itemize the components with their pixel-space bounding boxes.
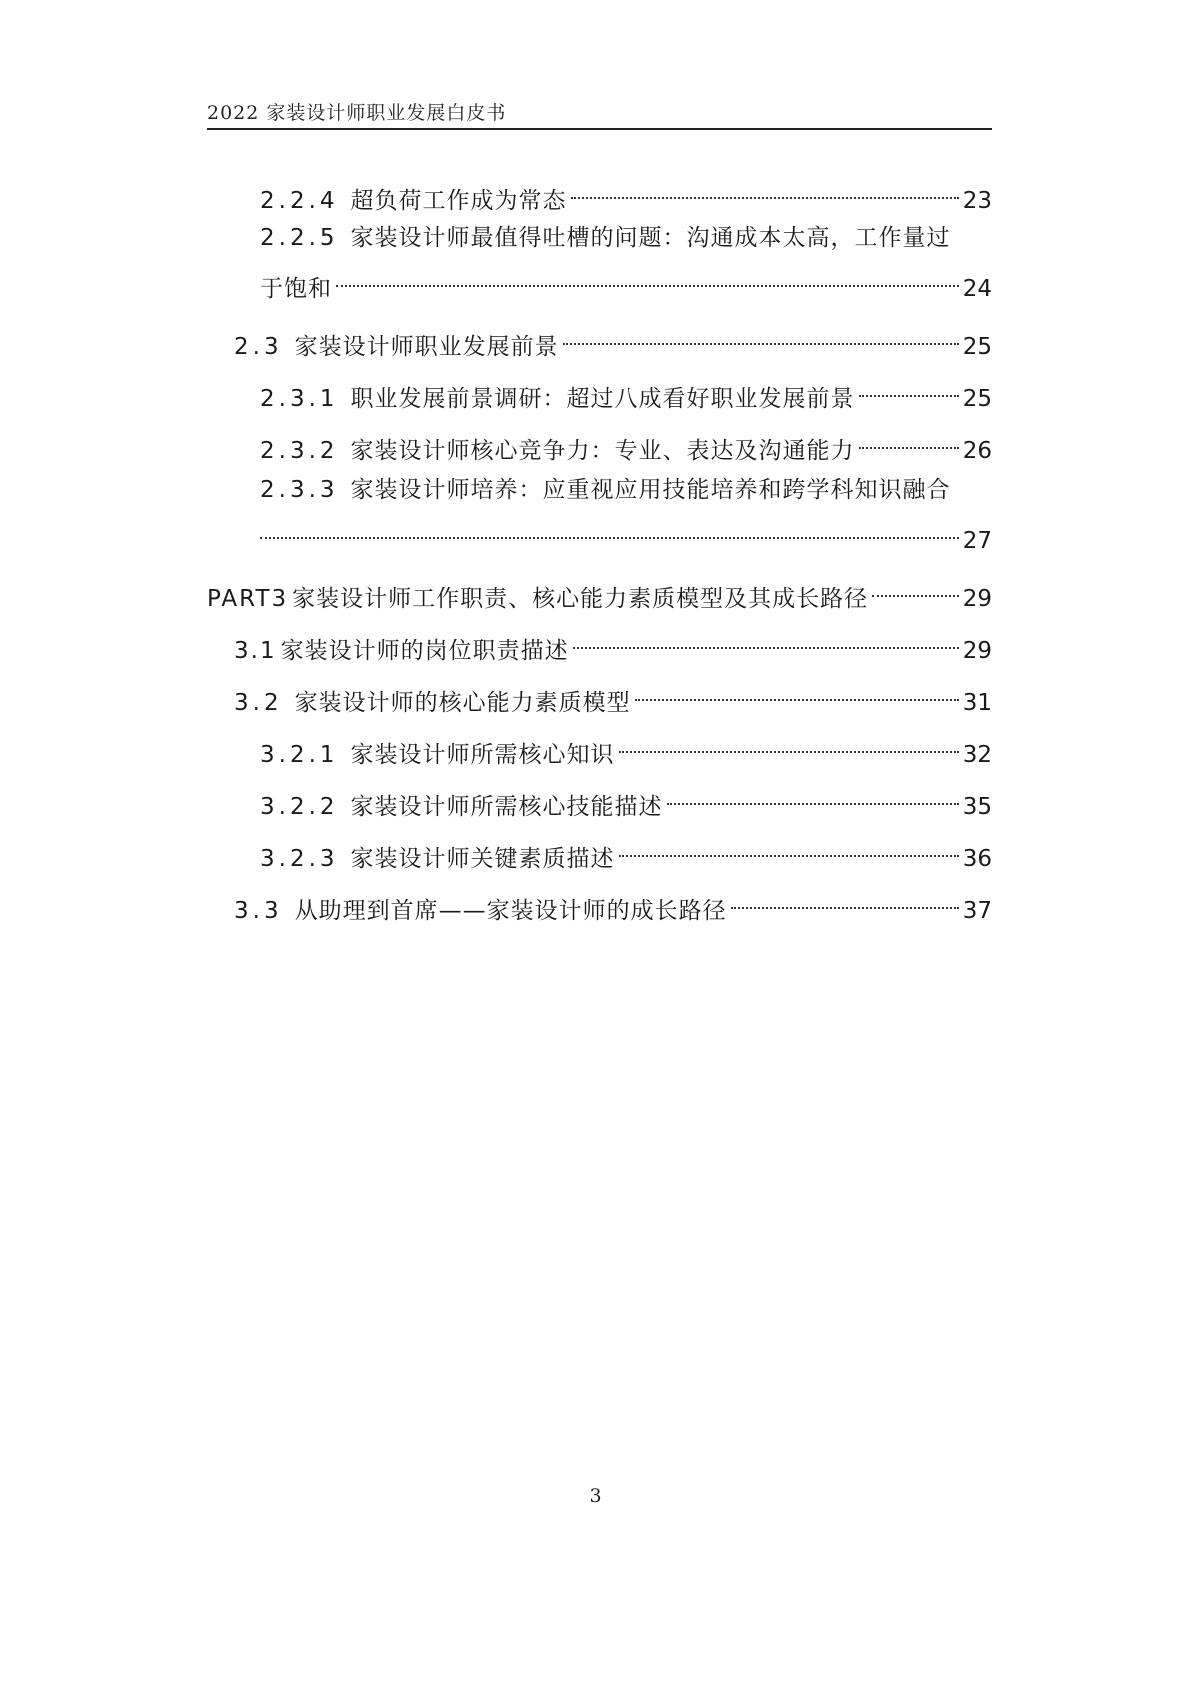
dot-leader — [571, 168, 959, 208]
toc-title: 从助理到首席——家装设计师的成长路径 — [294, 898, 727, 924]
toc-title: 家装设计师核心竞争力：专业、表达及沟通能力 — [350, 438, 855, 464]
toc-entry-2-3[interactable] — [234, 314, 992, 360]
toc-title: 家装设计师职业发展前景 — [294, 334, 559, 360]
toc-entry-part3[interactable] — [207, 566, 992, 612]
toc-page: 36 — [962, 846, 992, 872]
toc-title: 职业发展前景调研：超过八成看好职业发展前景 — [350, 386, 855, 412]
toc-entry-2-2-4[interactable] — [260, 168, 992, 214]
document-title: 2022 家装设计师职业发展白皮书 — [207, 102, 507, 124]
toc-number: 2.2.4 — [260, 188, 339, 214]
toc-entry-3-2-3[interactable] — [260, 826, 992, 872]
dot-leader — [336, 256, 959, 296]
toc-number: 2.3.3 — [260, 477, 339, 503]
toc-entry-3-2-1[interactable] — [260, 722, 992, 768]
toc-entry-2-3-3[interactable] — [260, 470, 992, 554]
toc-entry-3-3[interactable] — [234, 878, 992, 924]
toc-page: 37 — [962, 898, 992, 924]
toc-number: 2.3.1 — [260, 386, 339, 412]
toc-number: 3.2.3 — [260, 846, 339, 872]
toc-number: 3.2 — [234, 690, 283, 716]
toc-page: 24 — [962, 276, 992, 302]
toc-entry-2-2-5[interactable] — [260, 218, 992, 302]
toc-number: 3.2.1 — [260, 742, 339, 768]
toc-page: 25 — [962, 334, 992, 360]
toc-page: 27 — [962, 528, 992, 554]
toc-number: 2.2.5 — [260, 225, 339, 251]
toc-title: 家装设计师工作职责、核心能力素质模型及其成长路径 — [292, 586, 869, 612]
toc-title: 家装设计师所需核心技能描述 — [350, 794, 663, 820]
toc-title: 家装设计师培养：应重视应用技能培养和跨学科知识融合 — [350, 477, 951, 503]
toc-page: 29 — [962, 586, 992, 612]
toc-page: 23 — [962, 188, 992, 214]
toc-title: 家装设计师最值得吐槽的问题：沟通成本太高，工作量过 — [350, 225, 951, 251]
toc-title: 家装设计师的岗位职责描述 — [280, 638, 569, 664]
toc-page: 35 — [962, 794, 992, 820]
dot-leader — [667, 774, 959, 814]
dot-leader — [859, 366, 959, 406]
toc-title: 超负荷工作成为常态 — [350, 188, 567, 214]
dot-leader — [260, 508, 959, 548]
toc-number: 2.3 — [234, 334, 283, 360]
dot-leader — [619, 722, 959, 762]
page-number: 3 — [589, 1485, 602, 1507]
dot-leader — [731, 878, 959, 918]
toc-entry-3-2[interactable] — [234, 670, 992, 716]
dot-leader — [573, 618, 959, 658]
toc-entry-3-1[interactable] — [234, 618, 992, 664]
toc-title-continued: 于饱和 — [260, 276, 332, 302]
toc-number: 3.1 — [234, 638, 277, 664]
dot-leader — [872, 566, 959, 606]
toc-entry-3-2-2[interactable] — [260, 774, 992, 820]
dot-leader — [859, 418, 959, 458]
toc-page: 25 — [962, 386, 992, 412]
toc-entry-2-3-2[interactable] — [260, 418, 992, 464]
toc-title: 家装设计师所需核心知识 — [350, 742, 615, 768]
toc-page: 31 — [962, 690, 992, 716]
toc-number: PART3 — [207, 586, 289, 612]
toc-title: 家装设计师的核心能力素质模型 — [294, 690, 631, 716]
dot-leader — [635, 670, 959, 710]
toc-entry-2-3-1[interactable] — [260, 366, 992, 412]
toc-number: 3.2.2 — [260, 794, 339, 820]
dot-leader — [563, 314, 959, 354]
toc-page: 32 — [962, 742, 992, 768]
toc-number: 2.3.2 — [260, 438, 339, 464]
dot-leader — [619, 826, 959, 866]
toc-page: 26 — [962, 438, 992, 464]
toc-number: 3.3 — [234, 898, 283, 924]
toc-title: 家装设计师关键素质描述 — [350, 846, 615, 872]
toc-page: 29 — [962, 638, 992, 664]
